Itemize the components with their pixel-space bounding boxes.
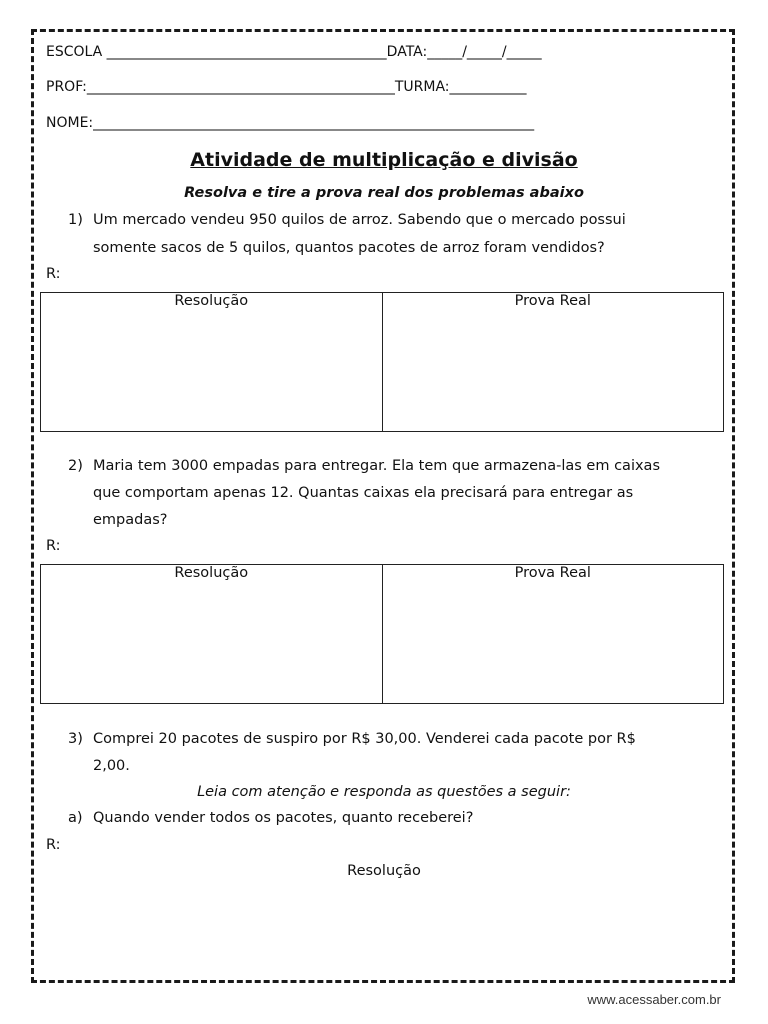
- q1-number: 1): [68, 212, 83, 228]
- q3-text-line1: Comprei 20 pacotes de suspiro por R$ 30,00. Venderei cada pacote por R$: [93, 731, 636, 747]
- q1-resolution-cell[interactable]: [41, 293, 382, 431]
- worksheet-title: [0, 149, 768, 171]
- q1-text-line1: Um mercado vendeu 950 quilos de arroz. Sabendo que o mercado possui: [93, 212, 626, 228]
- q2-proof-cell[interactable]: [382, 565, 724, 703]
- q1-proof-label: Prova Real: [514, 293, 591, 309]
- q1-resolution-label: Resolução: [174, 293, 249, 309]
- page-border: [31, 29, 735, 983]
- q3a-resolution-label: Resolução: [347, 863, 421, 879]
- q2-resolution-cell[interactable]: [41, 565, 382, 703]
- worksheet-title-text: Atividade de multiplicação e divisão: [190, 149, 578, 171]
- q2-answer-box[interactable]: [40, 564, 724, 704]
- q2-proof-label: Prova Real: [514, 565, 591, 581]
- q2-text-line1: Maria tem 3000 empadas para entregar. Ela tem que armazena-las em caixas: [93, 458, 660, 474]
- q1-proof-cell[interactable]: [382, 293, 724, 431]
- q1-answer-label: R:: [46, 266, 61, 282]
- q3-text-line2: 2,00.: [93, 758, 130, 774]
- q3a-number: a): [68, 810, 83, 826]
- q3a-answer-label: R:: [46, 837, 61, 853]
- worksheet-subtitle: Resolva e tire a prova real dos problemas abaixo: [184, 185, 584, 201]
- q2-answer-label: R:: [46, 538, 61, 554]
- q1-answer-box[interactable]: [40, 292, 724, 432]
- school-date-line: ESCOLA ________________________________________DATA:_____/_____/_____: [46, 44, 542, 60]
- q2-text-line2: que comportam apenas 12. Quantas caixas ela precisará para entregar as: [93, 485, 634, 501]
- q1-text-line2: somente sacos de 5 quilos, quantos pacotes de arroz foram vendidos?: [93, 240, 605, 256]
- q3-number: 3): [68, 731, 83, 747]
- teacher-class-line: PROF:____________________________________________TURMA:___________: [46, 79, 527, 95]
- footer-website: www.acessaber.com.br: [587, 992, 721, 1007]
- name-line: NOME:_______________________________________________________________: [46, 115, 535, 131]
- q3a-text: Quando vender todos os pacotes, quanto receberei?: [93, 810, 474, 826]
- q2-resolution-label: Resolução: [174, 565, 249, 581]
- q2-number: 2): [68, 458, 83, 474]
- q2-text-line3: empadas?: [93, 512, 168, 528]
- q3-instruction: Leia com atenção e responda as questões a seguir:: [197, 784, 571, 800]
